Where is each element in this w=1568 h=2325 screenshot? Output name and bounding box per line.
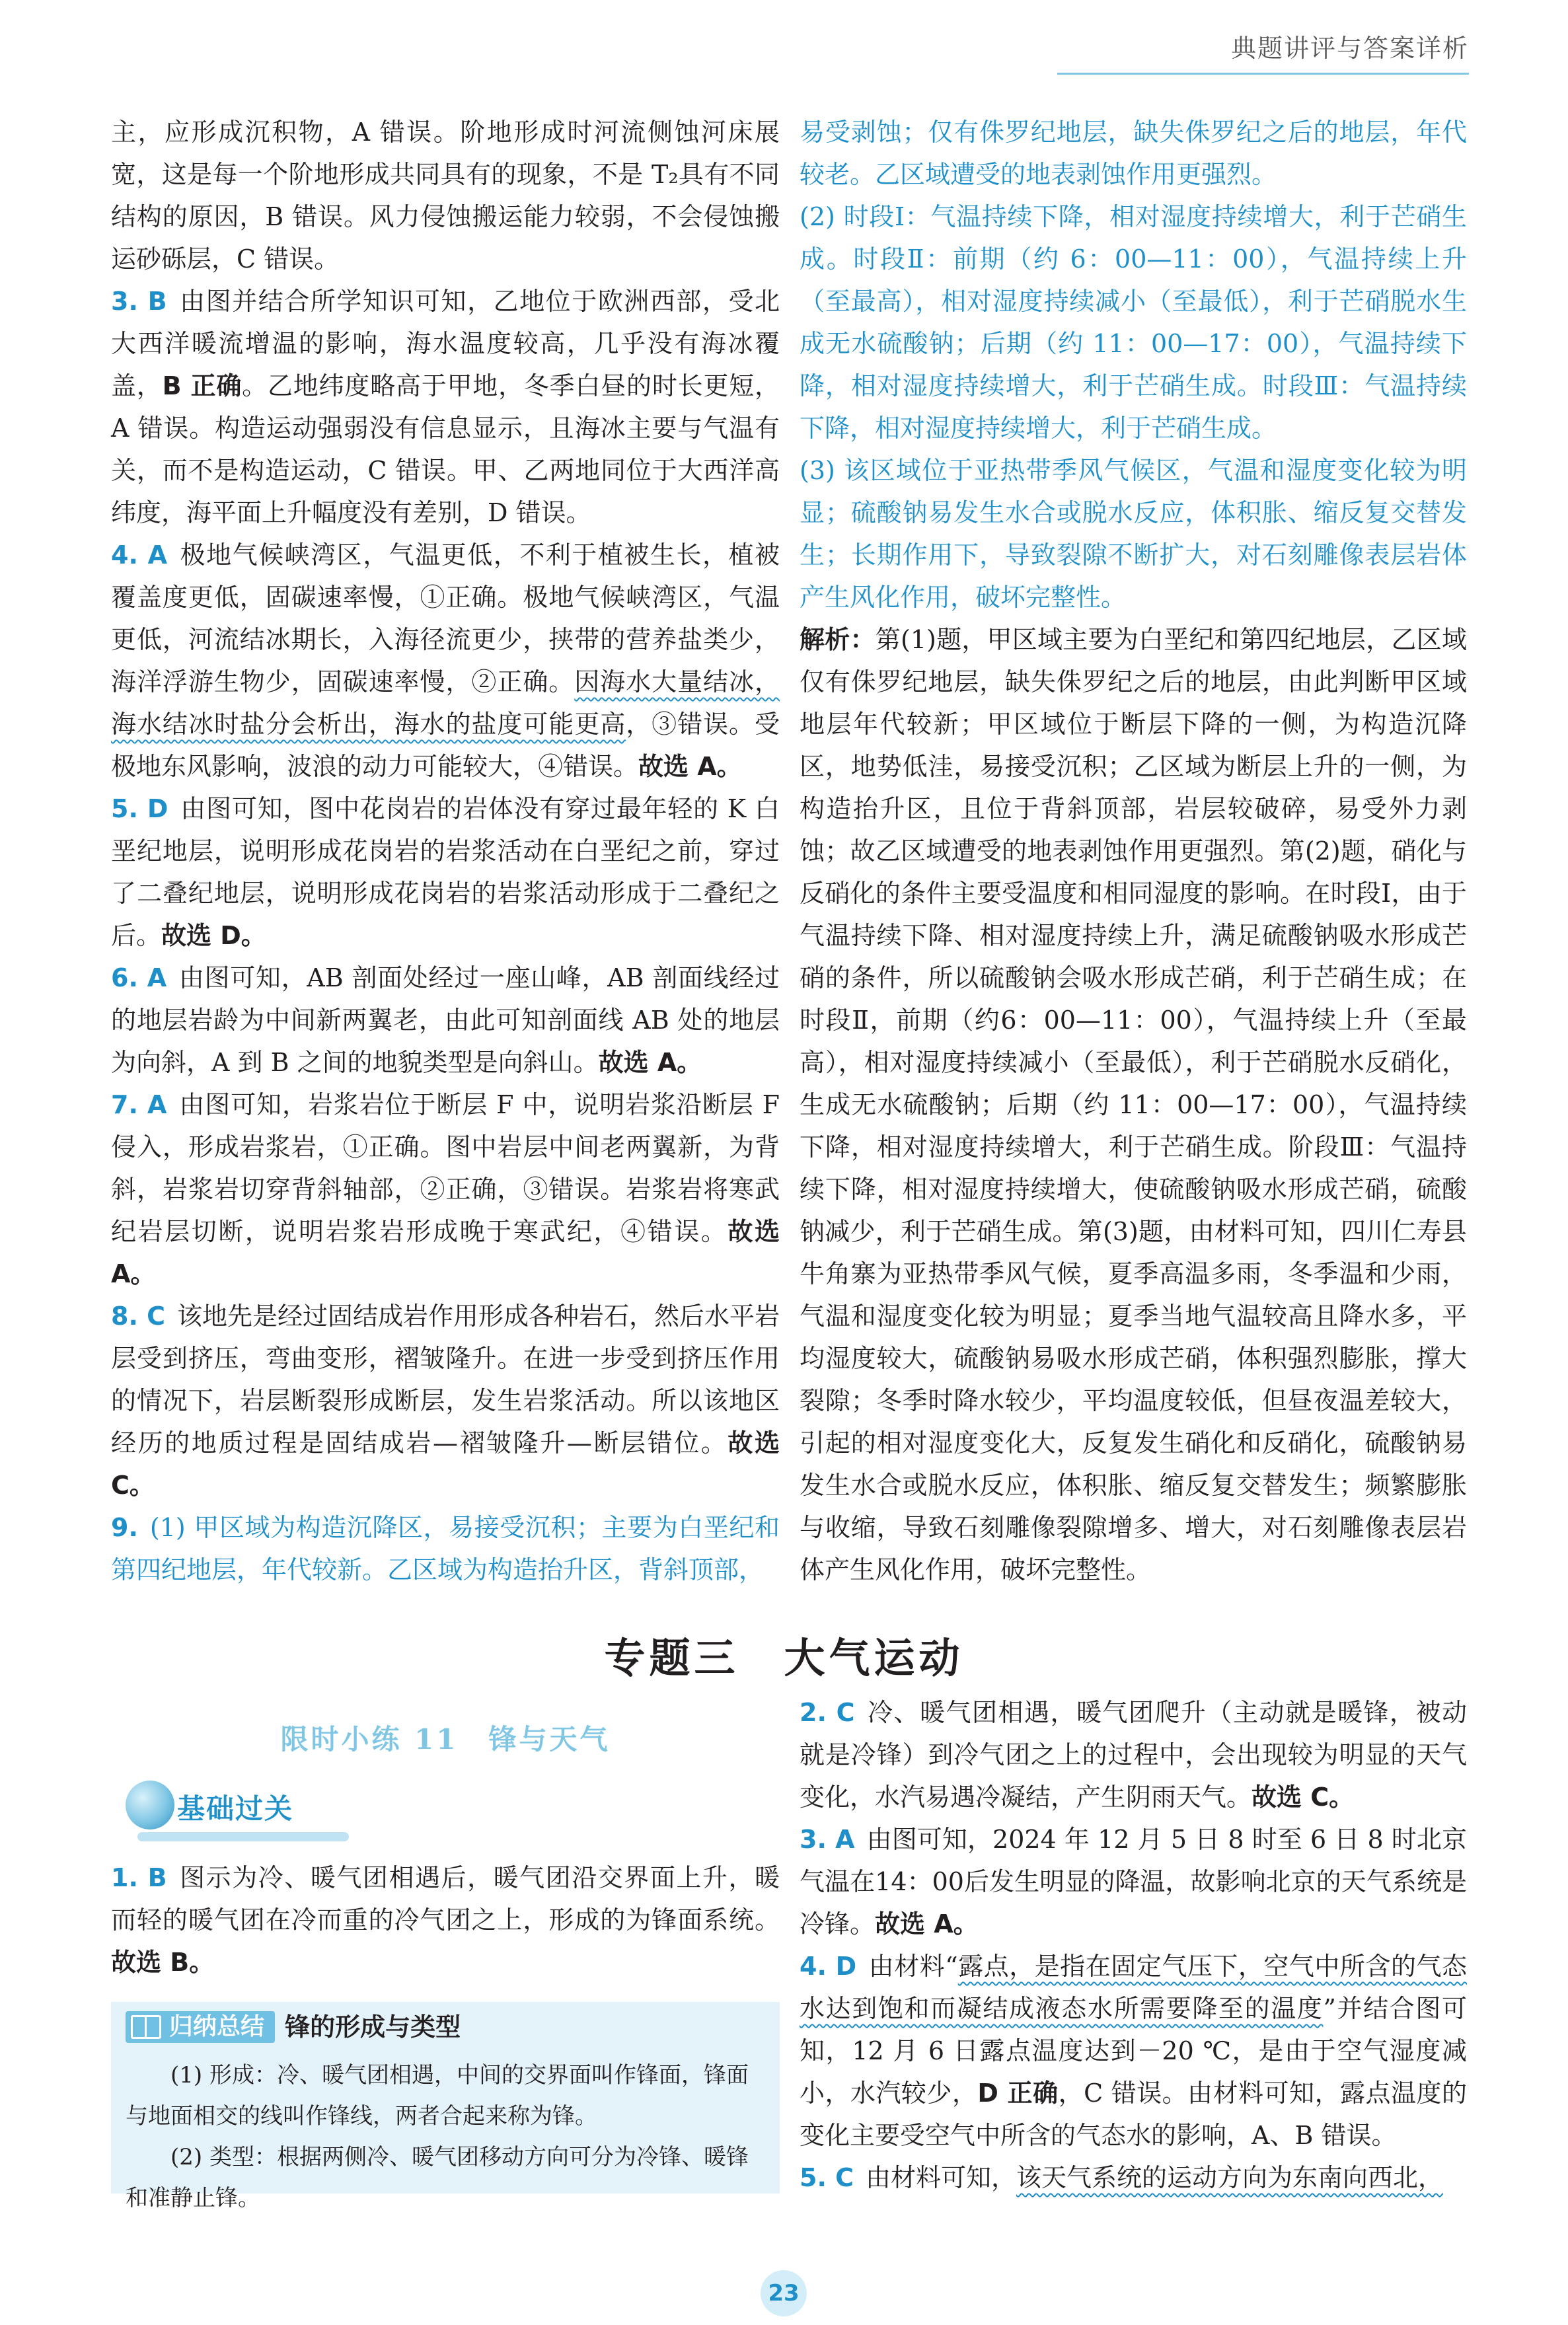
answer-8: 8. C 该地先是经过固结成岩作用形成各种岩石，然后水平岩层受到挤压，弯曲变形，褶皱隆升。在进一步受到挤压作用的情况下，岩层断裂形成断层，发生岩浆活动。所以该地区经历的地质过程是固结成岩—褶皱隆升—断层错位。故选 C。 — [111, 1302, 780, 1500]
summary-box — [111, 2002, 780, 2211]
basic-level-heading — [111, 1781, 780, 1847]
right-column-top — [800, 111, 1467, 1591]
paragraph-continuation: 主，应形成沉积物，A 错误。阶地形成时河流侧蚀河床展宽，这是每一个阶地形成共同具有的现象，不是 T₂具有不同结构的原因，B 错误。风力侵蚀搬运能力较弱，不会侵蚀搬运砂砾层，C 错误。 — [111, 118, 780, 274]
question-number: 2. C — [800, 1698, 855, 1727]
answer-5b: 5. C 由材料可知，该天气系统的运动方向为东南向西北， — [800, 2163, 1444, 2192]
explanation: 解析：第(1)题，甲区域主要为白垩纪和第四纪地层，乙区域仅有侏罗纪地层，缺失侏罗纪之后的地层，由此判断甲区域地层年代较新；甲区域位于断层下降的一侧，为构造沉降区，地势低洼，易接受沉积；乙区域为断层上升的一侧，为构造抬升区，且位于背斜顶部，岩层较破碎，易受外力剥蚀；故乙区域遭受的地表剥蚀作用更强烈。第(2)题，硝化与反硝化的条件主要受温度和相同湿度的影响。在时段Ⅰ，由于气温持续下降、相对湿度持续上升，满足硫酸钠吸水形成芒硝的条件，所以硫酸钠会吸水形成芒硝，利于芒硝生成；在时段Ⅱ，前期（约6：00—11：00），气温持续上升（至最高），相对湿度持续减小（至最低），利于芒硝脱水反硝化，生成无水硫酸钠；后期（约 11：00—17：00），气温持续下降，相对湿度持续增大，利于芒硝生成。阶段Ⅲ：气温持续下降，相对湿度持续增大，使硫酸钠吸水形成芒硝，硫酸钠减少，利于芒硝生成。第(3)题，由材料可知，四川仁寿县牛角寨为亚热带季风气候，夏季高温多雨，冬季温和少雨，气温和湿度变化较为明显；夏季当地气温较高且降水多，平均湿度较大，硫酸钠易吸水形成芒硝，体积强烈膨胀，撑大裂隙；冬季时降水较少，平均温度较低，但昼夜温差较大，引起的相对湿度变化大，反复发生硝化和反硝化，硫酸钠易发生水合或脱水反应，体积胀、缩反复交替发生；频繁膨胀与收缩，导致石刻雕像裂隙增多、增大，对石刻雕像表层岩体产生风化作用，破坏完整性。 — [800, 625, 1467, 1584]
answer-2: 2. C 冷、暖气团相遇，暖气团爬升（主动就是暖锋，被动就是冷锋）到冷气团之上的过程中，会出现较为明显的天气变化，水汽易遇冷凝结，产生阴雨天气。故选 C。 — [800, 1698, 1467, 1812]
left-column-bottom — [111, 1857, 780, 1983]
answer-4b: 4. D 由材料“露点，是指在固定气压下，空气中所含的气态水达到饱和而凝结成液态水所需要降至的温度”并结合图可知，12 月 6 日露点温度达到－20 ℃，是由于空气湿度减小，水汽较少，D 正确，C 错误。由材料可知，露点温度的变化主要受空气中所含的气态水的影响，A、B 错误。 — [800, 1952, 1467, 2150]
question-number: 7. A — [111, 1090, 167, 1119]
question-number: 5. D — [111, 794, 168, 823]
answer-3: 3. B 由图并结合所学知识可知，乙地位于欧洲西部，受北大西洋暖流增温的影响，海水温度较高，几乎没有海冰覆盖，B 正确。乙地纬度略高于甲地，冬季白昼的时长更短，A 错误。构造运动强弱没有信息显示，且海冰主要与气温有关，而不是构造运动，C 错误。甲、乙两地同位于大西洋高纬度，海平面上升幅度没有差别，D 错误。 — [111, 287, 780, 527]
globe-icon — [126, 1781, 174, 1829]
answer-9-part-2: (2) 时段Ⅰ：气温持续下降，相对湿度持续增大，利于芒硝生成。时段Ⅱ：前期（约 6：00—11：00），气温持续上升（至最高），相对湿度持续减小（至最低），利于芒硝脱水生成无水硫酸钠；后期（约 11：00—17：00），气温持续下降，相对湿度持续增大，利于芒硝生成。时段Ⅲ：气温持续下降，相对湿度持续增大，利于芒硝生成。 — [800, 202, 1467, 443]
question-number: 8. C — [111, 1302, 165, 1331]
wavy-underline-text: 露点，是指在固定气压下，空气中所含的气态水达到饱和而凝结成液态水所需要降至的温度 — [800, 1952, 1467, 2023]
answer-3b: 3. A 由图可知，2024 年 12 月 5 日 8 时至 6 日 8 时北京气温在14：00后发生明显的降温，故影响北京的天气系统是冷锋。故选 A。 — [800, 1825, 1468, 1938]
header-title: 典题讲评与答案详析 — [1230, 34, 1469, 63]
question-number: 9. — [111, 1513, 138, 1542]
question-number: 5. C — [800, 2163, 854, 2192]
answer-7: 7. A 由图可知，岩浆岩位于断层 F 中，说明岩浆沿断层 F 侵入，形成岩浆岩，①正确。图中岩层中间老两翼新，为背斜，岩浆岩切穿背斜轴部，②正确，③错误。岩浆岩将寒武纪岩层切断，说明岩浆岩形成晚于寒武纪，④错误。故选 A。 — [111, 1090, 780, 1288]
question-number: 1. B — [111, 1863, 167, 1892]
right-column-bottom — [800, 1691, 1467, 2199]
basic-level-label: 基础过关 — [177, 1792, 294, 1825]
summary-title: 锋的形成与类型 — [285, 2012, 461, 2042]
question-number: 3. A — [800, 1825, 855, 1854]
answer-5: 5. D 由图可知，图中花岗岩的岩体没有穿过最年轻的 K 白垩纪地层，说明形成花岗岩的岩浆活动在白垩纪之前，穿过了二叠纪地层，说明形成花岗岩的岩浆活动形成于二叠纪之后。故选 D。 — [111, 794, 780, 950]
wavy-underline-text: 该天气系统的运动方向为东南向西北， — [1016, 2163, 1444, 2192]
answer-4: 4. A 极地气候峡湾区，气温更低，不利于植被生长，植被覆盖度更低，固碳速率慢，①正确。极地气候峡湾区，气温更低，河流结冰期长，入海径流更少，挟带的营养盐类少，海洋浮游生物少，固碳速率慢，②正确。因海水大量结冰，海水结冰时盐分会析出，海水的盐度可能更高，③错误。受极地东风影响，波浪的动力可能较大，④错误。故选 A。 — [111, 540, 780, 781]
answer-9-continued: 易受剥蚀；仅有侏罗纪地层，缺失侏罗纪之后的地层，年代较老。乙区域遭受的地表剥蚀作用更强烈。 — [800, 118, 1467, 189]
question-number: 4. D — [800, 1952, 857, 1981]
page-number: 23 — [761, 2270, 807, 2316]
question-number: 6. A — [111, 963, 167, 992]
question-number: 4. A — [111, 540, 168, 570]
answer-6: 6. A 由图可知，AB 剖面处经过一座山峰，AB 剖面线经过的地层岩龄为中间新两翼老，由此可知剖面线 AB 处的地层为向斜，A 到 B 之间的地貌类型是向斜山。故选 A。 — [111, 963, 780, 1077]
book-icon — [131, 2015, 161, 2039]
summary-point-2: (2) 类型：根据两侧冷、暖气团移动方向可分为冷锋、暖锋和准静止锋。 — [126, 2144, 749, 2211]
summary-badge: 归纳总结 — [126, 2011, 275, 2043]
wavy-underline-text: 因海水大量结冰，海水结冰时盐分会析出，海水的盐度可能更高 — [111, 667, 780, 739]
summary-header — [126, 2011, 461, 2051]
explanation-label: 解析： — [800, 625, 876, 654]
header-rule — [1057, 73, 1469, 75]
answer-9-part-3: (3) 该区域位于亚热带季风气候区，气温和湿度变化较为明显；硫酸钠易发生水合或脱水反应，体积胀、缩反复交替发生；长期作用下，导致裂隙不断扩大，对石刻雕像表层岩体产生风化作用，破坏完整性。 — [800, 456, 1467, 612]
left-column-top — [111, 111, 780, 1591]
summary-point-1: (1) 形成：冷、暖气团相遇，中间的交界面叫作锋面，锋面与地面相交的线叫作锋线，两者合起来称为锋。 — [126, 2062, 749, 2129]
section-title: 专题三 大气运动 — [604, 1634, 964, 1682]
answer-9: 9. (1) 甲区域为构造沉降区，易接受沉积；主要为白垩纪和第四纪地层，年代较新。乙区域为构造抬升区，背斜顶部， — [111, 1513, 780, 1584]
heading-underline — [137, 1832, 349, 1841]
summary-body — [126, 2055, 765, 2219]
answer-1: 1. B 图示为冷、暖气团相遇后，暖气团沿交界面上升，暖而轻的暖气团在冷而重的冷气团之上，形成的为锋面系统。故选 B。 — [111, 1863, 780, 1977]
question-number: 3. B — [111, 287, 167, 316]
drill-title: 限时小练 11 锋与天气 — [280, 1723, 611, 1755]
